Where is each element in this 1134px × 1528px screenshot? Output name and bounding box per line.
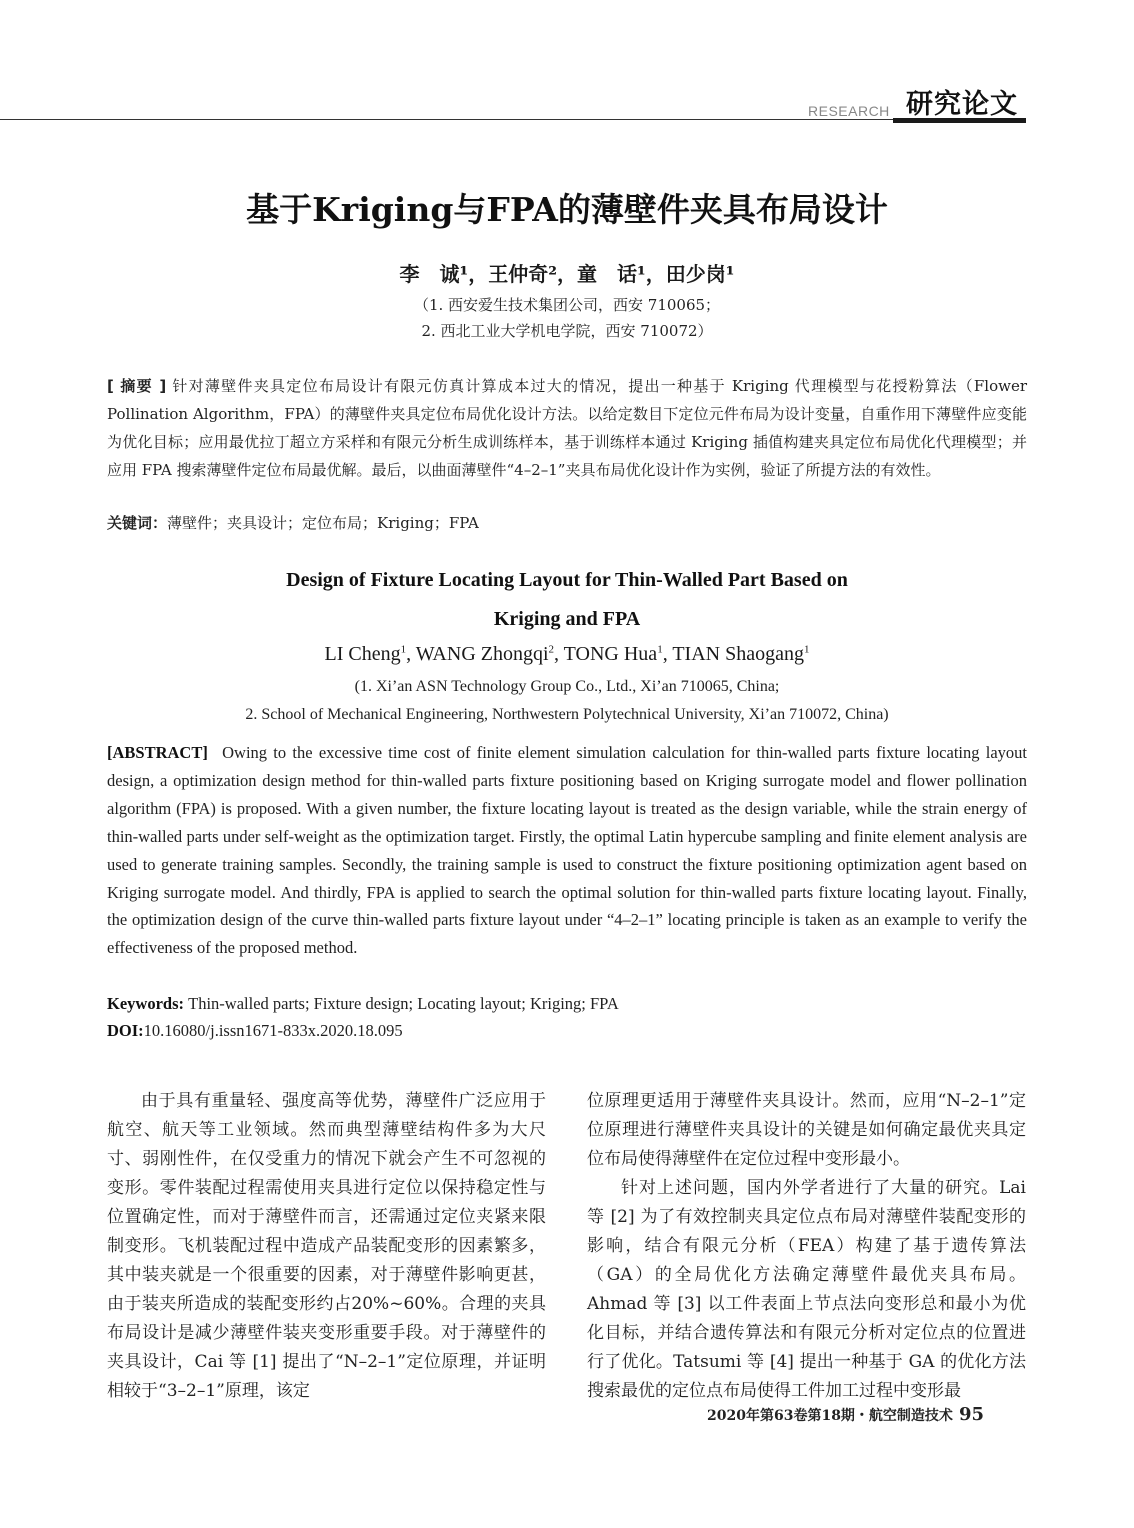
doi [107, 1021, 403, 1041]
affiliation-cn-2: 2. 西北工业大学机电学院，西安 710072） [421, 322, 713, 340]
keywords-cn-label: 关键词： [107, 514, 168, 532]
abstract-en [107, 739, 1027, 962]
abstract-cn-text: 针对薄壁件夹具定位布局设计有限元仿真计算成本过大的情况，提出一种基于 Kriging 代理模型与花授粉算法（Flower Pollination Algorithm，FPA）的薄壁件夹具定位布局优化设计方法。以给定数目下定位元件布局为设计变量，自重作用下薄壁件应变能为优化目标；应用最优拉丁超立方采样和有限元分析生成训练样本，基于训练样本通过 Kriging 插值构建夹具定位布局优化代理模型；并应用 FPA 搜索薄壁件定位布局最优解。最后，以曲面薄壁件“4–2–1”夹具布局优化设计作为实例，验证了所提方法的有效性。 [107, 377, 1028, 479]
title-cn: 基于Kriging与FPA的薄壁件夹具布局设计 [246, 190, 888, 229]
abstract-cn [107, 372, 1027, 484]
page-number: 95 [958, 1404, 984, 1425]
abstract-en-text: Owing to the excessive time cost of finite element simulation calculation for thin-walled parts fixture locating layout design, a optimization design method for thin-walled parts fixture positioning based on Kriging surrogate model and flower pollination algorithm (FPA) is proposed. With a given number, the fixture locating layout is treated as the design variable, while the strain energy of thin-walled parts under self-weight as the optimization target. Firstly, the optimal Latin hypercube sampling and finite element analysis are used to generate training samples. Secondly, the training sample is used to construct the fixture positioning optimization agent based on Kriging surrogate model. And thirdly, FPA is applied to search the optimal solution for thin-walled parts fixture locating layout. Finally, the optimization design of the curve thin-walled parts fixture layout under “4–2–1” locating principle is taken as an example to verify the effectiveness of the proposed method. [107, 743, 1027, 958]
keywords-cn-text: 薄壁件；夹具设计；定位布局；Kriging；FPA [167, 514, 479, 532]
abstract-cn-label: [ 摘要 ] [107, 377, 167, 395]
body-paragraph: 由于具有重量轻、强度高等优势，薄壁件广泛应用于航空、航天等工业领域。然而典型薄壁结构件多为大尺寸、弱刚性件，在仅受重力的情况下就会产生不可忽视的变形。零件装配过程需使用夹具进行定位以保持稳定性与位置确定性，而对于薄壁件而言，还需通过定位夹紧来限制变形。飞机装配过程中造成产品装配变形的因素繁多，其中装夹就是一个很重要的因素，对于薄壁件影响更甚，由于装夹所造成的装配变形约占20%~60%。合理的夹具布局设计是减少薄壁件装夹变形重要手段。对于薄壁件的夹具设计，Cai 等 [1] 提出了“N–2–1”定位原理，并证明相较于“3–2–1”原理，该定 [107, 1091, 546, 1401]
research-label: RESEARCH [808, 103, 890, 119]
doi-label: DOI: [107, 1021, 144, 1040]
author-en-name: LI Cheng [324, 643, 401, 665]
abstract-en-label: [ABSTRACT] [107, 743, 208, 762]
section-label: 研究论文 [906, 89, 1018, 120]
page-footer [707, 1404, 984, 1425]
body-paragraph: 位原理更适用于薄壁件夹具设计。然而，应用“N–2–1”定位原理进行薄壁件夹具设计的关键是如何确定最优夹具定位布局使得薄壁件在定位过程中变形最小。 [587, 1091, 1026, 1169]
author-en-sep: , [662, 643, 673, 665]
body-right-column [587, 1087, 1026, 1406]
author-en-sep: , [554, 643, 564, 665]
journal-issue: 2020年第63卷第18期・航空制造技术 [707, 1408, 953, 1424]
keywords-en-label: Keywords: [107, 994, 184, 1013]
authors-cn: 李 诚¹，王仲奇²，童 话¹，田少岗¹ [399, 262, 735, 286]
affiliation-en-2: 2. School of Mechanical Engineering, Northwestern Polytechnical University, Xi’an 710072, China) [245, 706, 889, 723]
author-en-name: TONG Hua [563, 643, 658, 665]
keywords-en-text: Thin-walled parts; Fixture design; Locating layout; Kriging; FPA [188, 994, 619, 1013]
authors-en [0, 643, 1134, 666]
author-en-sup: 1 [803, 643, 810, 656]
title-en-line-1: Design of Fixture Locating Layout for Thin-Walled Part Based on [286, 569, 848, 591]
author-en-name: TIAN Shaogang [672, 643, 804, 665]
affiliation-en-1: (1. Xi’an ASN Technology Group Co., Ltd., Xi’an 710065, China; [354, 678, 780, 695]
doi-text: 10.16080/j.issn1671-833x.2020.18.095 [143, 1021, 403, 1040]
author-en-name: WANG Zhongqi [415, 643, 549, 665]
keywords-en [107, 994, 619, 1014]
title-en-line-2: Kriging and FPA [493, 608, 641, 630]
author-en-sup: 1 [657, 643, 663, 656]
keywords-cn [107, 512, 479, 533]
header-rule [0, 119, 1026, 120]
body-left-column [107, 1087, 546, 1406]
author-en-sup: 1 [400, 643, 407, 656]
author-en-sep: , [406, 643, 416, 665]
body-paragraph: 针对上述问题，国内外学者进行了大量的研究。Lai 等 [2] 为了有效控制夹具定位点布局对薄壁件装配变形的影响，结合有限元分析（FEA）构建了基于遗传算法（GA）的全局优化方法确定薄壁件最优夹具布局。Ahmad 等 [3] 以工件表面上节点法向变形总和最小为优化目标，并结合遗传算法和有限元分析对定位点的位置进行了优化。Tatsumi 等 [4] 提出一种基于 GA 的优化方法搜索最优的定位点布局使得工件加工过程中变形最 [587, 1178, 1026, 1401]
affiliation-cn-1: （1. 西安爱生技术集团公司，西安 710065； [413, 296, 721, 314]
author-en-sup: 2 [548, 643, 555, 656]
